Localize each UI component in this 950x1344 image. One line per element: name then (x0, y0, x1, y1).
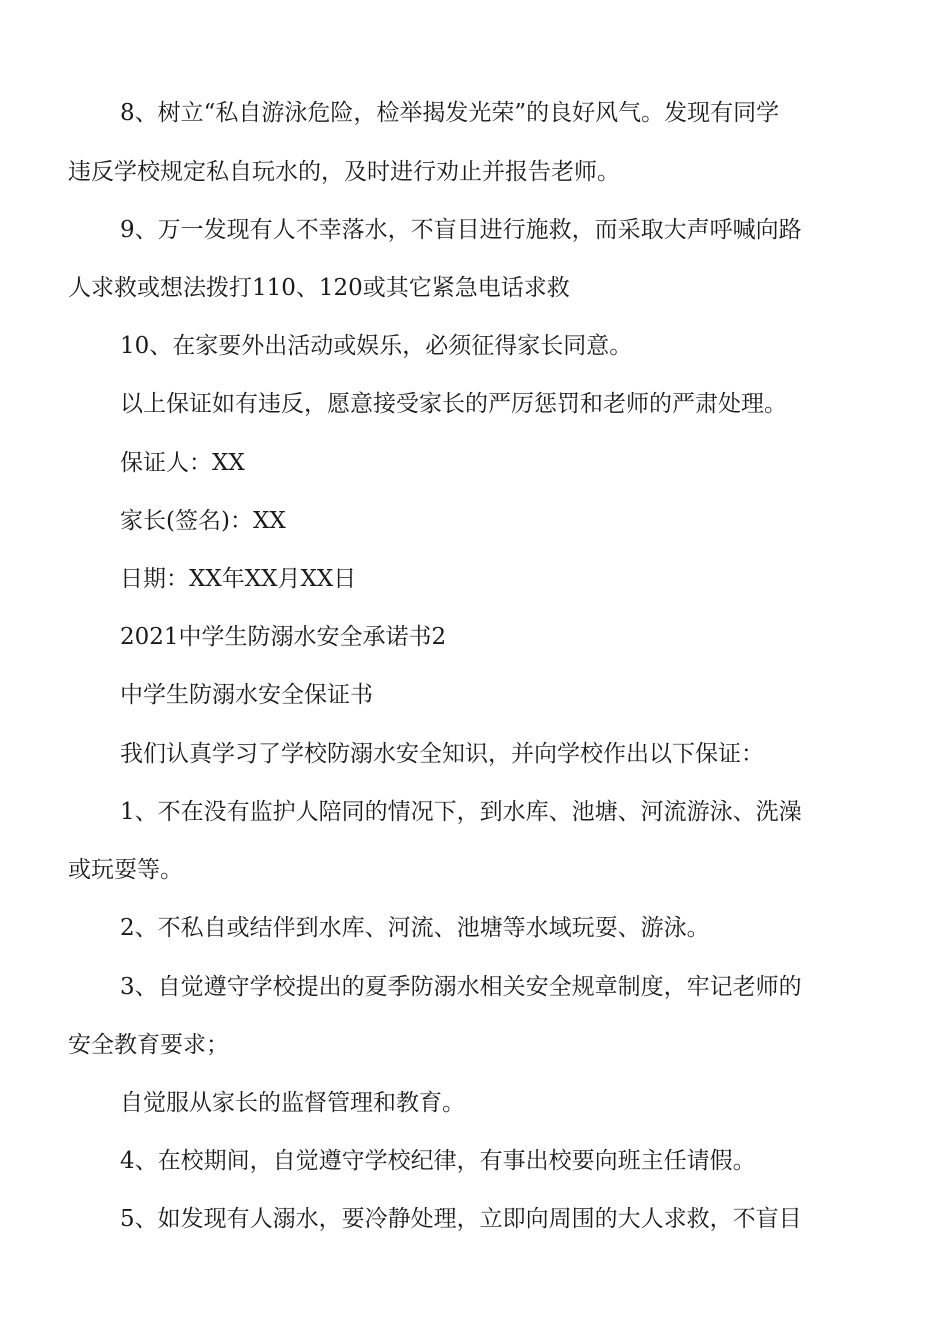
signatory-line: 保证人：XX (120, 450, 245, 476)
paragraph-line: 以上保证如有违反，愿意接受家长的严厉惩罚和老师的严肃处理。 (120, 391, 787, 417)
date-line: 日期：XX年XX月XX日 (120, 566, 357, 592)
paragraph-line: 1、不在没有监护人陪同的情况下，到水库、池塘、河流游泳、洗澡 (120, 799, 802, 825)
paragraph-line: 5、如发现有人溺水，要冷静处理，立即向周围的大人求救，不盲目 (120, 1206, 802, 1232)
paragraph-line: 10、在家要外出活动或娱乐，必须征得家长同意。 (120, 333, 633, 359)
paragraph-line: 4、在校期间，自觉遵守学校纪律，有事出校要向班主任请假。 (120, 1148, 756, 1174)
parent-signature-line: 家长(签名)：XX (120, 508, 286, 534)
paragraph-line: 或玩耍等。 (68, 857, 183, 883)
paragraph-line: 违反学校规定私自玩水的，及时进行劝止并报告老师。 (68, 159, 620, 185)
paragraph-line: 3、自觉遵守学校提出的夏季防溺水相关安全规章制度，牢记老师的 (120, 974, 802, 1000)
paragraph-line: 人求救或想法拨打110、120或其它紧急电话求救 (68, 275, 570, 301)
paragraph-line: 安全教育要求； (68, 1032, 229, 1058)
paragraph-line: 自觉服从家长的监督管理和教育。 (120, 1090, 465, 1116)
paragraph-line: 9、万一发现有人不幸落水，不盲目进行施救，而采取大声呼喊向路 (120, 217, 802, 243)
paragraph-line: 我们认真学习了学校防溺水安全知识，并向学校作出以下保证： (120, 741, 764, 767)
section-title: 2021中学生防溺水安全承诺书2 (120, 624, 447, 650)
paragraph-line: 8、树立“私自游泳危险，检举揭发光荣”的良好风气。发现有同学 (120, 100, 780, 126)
paragraph-line: 2、不私自或结伴到水库、河流、池塘等水域玩耍、游泳。 (120, 915, 710, 941)
document-title: 中学生防溺水安全保证书 (120, 682, 373, 708)
